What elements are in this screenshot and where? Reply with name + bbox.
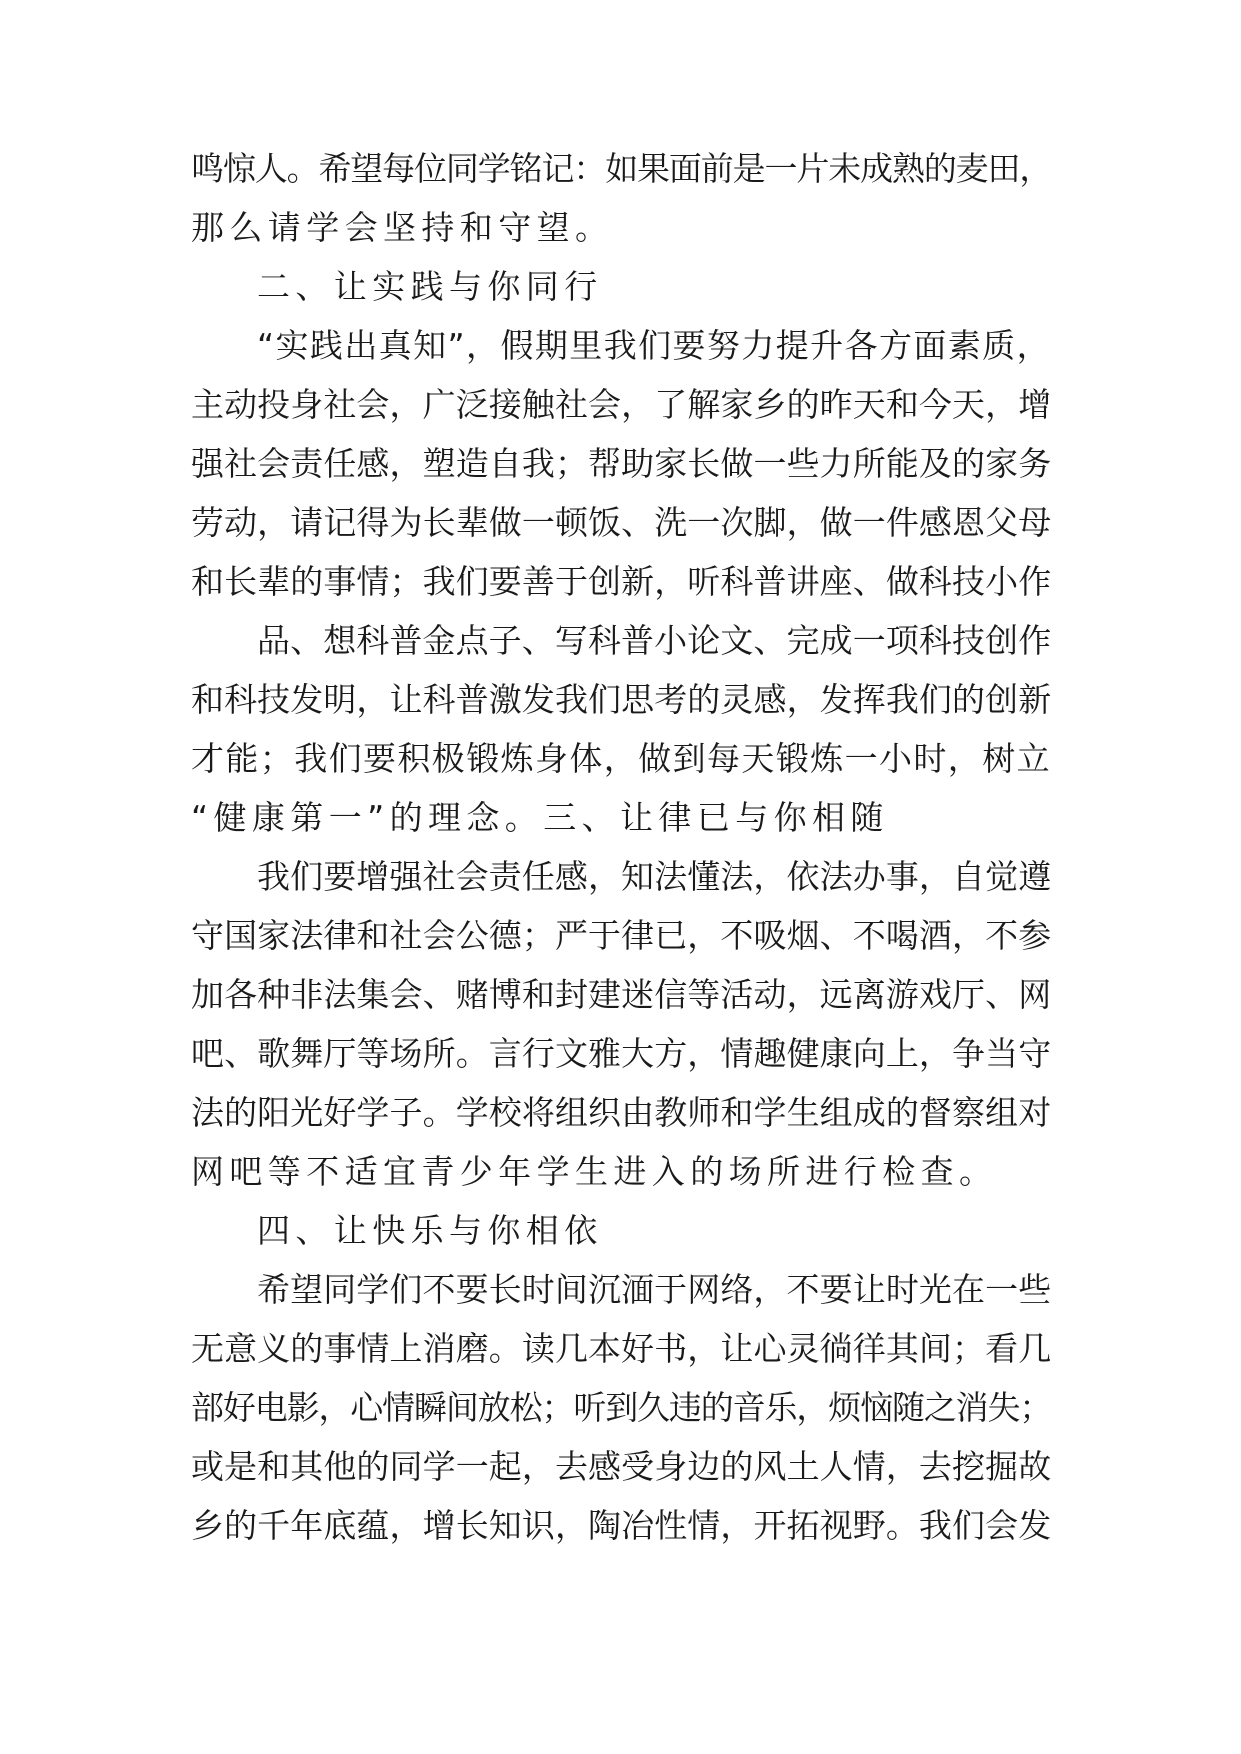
text-line: 乡的千年底蕴，增长知识，陶冶性情，开拓视野。我们会发: [191, 1506, 1051, 1545]
text-line: 劳动，请记得为长辈做一顿饭、洗一次脚，做一件感恩父母: [191, 503, 1051, 542]
text-line: “实践出真知”，假期里我们要努力提升各方面素质，: [257, 326, 1051, 365]
text-line: 吧、歌舞厅等场所。言行文雅大方，情趣健康向上，争当守: [191, 1034, 1051, 1073]
text-line: 部好电影，心情瞬间放松；听到久违的音乐，烦恼随之消失；: [191, 1388, 1051, 1427]
text-line: 强社会责任感，塑造自我；帮助家长做一些力所能及的家务: [191, 444, 1051, 483]
text-line: 我们要增强社会责任感，知法懂法，依法办事，自觉遵: [257, 857, 1051, 896]
text-line: 和长辈的事情；我们要善于创新，听科普讲座、做科技小作: [191, 562, 1051, 601]
text-line: 主动投身社会，广泛接触社会，了解家乡的昨天和今天，增: [191, 385, 1051, 424]
text-line: 品、想科普金点子、写科普小论文、完成一项科技创作: [257, 621, 1051, 660]
text-line: 鸣惊人。希望每位同学铭记：如果面前是一片未成熟的麦田，: [191, 149, 1051, 188]
text-line: 守国家法律和社会公德；严于律已，不吸烟、不喝酒，不参: [191, 916, 1051, 955]
text-line: 加各种非法集会、赌博和封建迷信等活动，远离游戏厅、网: [191, 975, 1051, 1014]
text-line: 才能；我们要积极锻炼身体，做到每天锻炼一小时，树立: [191, 739, 1051, 778]
text-line: 希望同学们不要长时间沉湎于网络，不要让时光在一些: [257, 1270, 1051, 1309]
text-line: 网吧等不适宜青少年学生进入的场所进行检查。: [191, 1152, 998, 1191]
section-heading: 四、让快乐与你相依: [257, 1211, 603, 1250]
text-line: “健康第一”的理念。三、让律已与你相随: [191, 798, 889, 837]
text-line: 或是和其他的同学一起，去感受身边的风土人情，去挖掘故: [191, 1447, 1051, 1486]
section-heading: 二、让实践与你同行: [257, 267, 603, 306]
text-line: 和科技发明，让科普激发我们思考的灵感，发挥我们的创新: [191, 680, 1051, 719]
text-line: 无意义的事情上消磨。读几本好书，让心灵徜徉其间；看几: [191, 1329, 1051, 1368]
text-line: 那么请学会坚持和守望。: [191, 208, 614, 247]
text-line: 法的阳光好学子。学校将组织由教师和学生组成的督察组对: [191, 1093, 1051, 1132]
